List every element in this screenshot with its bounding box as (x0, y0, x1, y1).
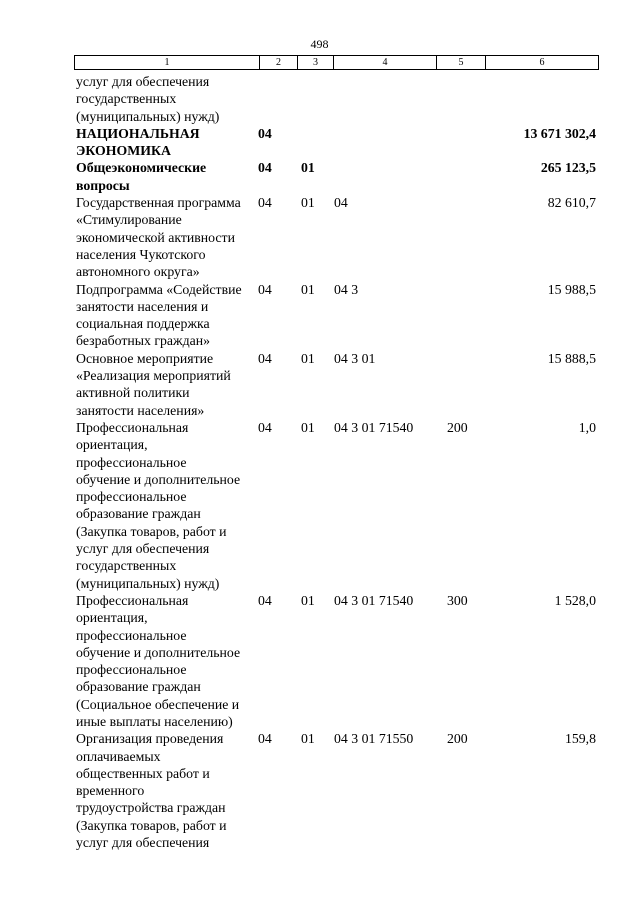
description-line: безработных граждан» (76, 333, 211, 349)
table-row (76, 419, 596, 592)
row-description (76, 730, 260, 851)
description-line: оплачиваемых (76, 748, 161, 764)
section-code: 04 (258, 195, 272, 211)
column-header-5: 5 (437, 56, 486, 70)
description-line: экономической активности (76, 229, 235, 245)
description-line: активной политики (76, 385, 190, 401)
description-line: профессиональное (76, 489, 187, 505)
description-line: услуг для обеспечения (76, 74, 210, 89)
table-row (76, 281, 596, 350)
description-line: вопросы (76, 177, 130, 193)
column-header-6: 6 (486, 56, 599, 70)
description-line: занятости населения и (76, 298, 209, 314)
subsection-code: 01 (301, 281, 315, 297)
target-article-code: 04 3 01 (334, 350, 376, 366)
description-line: образование граждан (76, 679, 201, 695)
amount: 13 671 302,4 (523, 125, 596, 141)
amount: 1 528,0 (554, 592, 596, 608)
column-header-3: 3 (298, 56, 334, 70)
table-row (76, 125, 596, 160)
description-line: иные выплаты населению) (76, 713, 233, 729)
table-row (76, 730, 596, 851)
description-line: трудоустройства граждан (76, 800, 226, 816)
section-code: 04 (258, 419, 272, 435)
amount: 159,8 (564, 731, 596, 747)
description-line: Подпрограмма «Содействие (76, 281, 242, 297)
row-description (76, 194, 260, 280)
description-line: образование граждан (76, 506, 201, 522)
description-line: услуг для обеспечения (76, 541, 210, 557)
amount: 15 988,5 (547, 281, 596, 297)
column-header-table (74, 55, 599, 70)
table-row (76, 194, 596, 280)
row-description (76, 281, 260, 350)
table-row (76, 350, 596, 419)
description-line: «Стимулирование (76, 212, 182, 228)
description-line: населения Чукотского (76, 246, 206, 262)
column-header-2: 2 (260, 56, 298, 70)
page-number: 498 (310, 37, 329, 51)
description-line: ориентация, (76, 610, 148, 626)
column-header-4: 4 (334, 56, 437, 70)
table-row (76, 159, 596, 194)
expense-type-code: 200 (447, 419, 468, 435)
description-line: общественных работ и (76, 765, 210, 781)
description-line: (Закупка товаров, работ и (76, 523, 227, 539)
description-line: Профессиональная (76, 592, 189, 608)
description-line: Основное мероприятие (76, 350, 214, 366)
description-line: НАЦИОНАЛЬНАЯ (76, 125, 200, 141)
row-description (76, 73, 260, 125)
description-line: обучение и дополнительное (76, 644, 241, 660)
section-code: 04 (258, 592, 272, 608)
target-article-code: 04 3 01 71540 (334, 592, 414, 608)
description-line: социальная поддержка (76, 316, 210, 332)
description-line: профессиональное (76, 454, 187, 470)
section-code: 04 (258, 281, 272, 297)
subsection-code: 01 (301, 731, 315, 747)
row-description (76, 350, 260, 419)
budget-table-body (76, 73, 596, 851)
description-line: автономного округа» (76, 264, 200, 280)
amount: 1,0 (578, 419, 596, 435)
description-line: Государственная программа (76, 195, 241, 211)
description-line: ЭКОНОМИКА (76, 143, 171, 159)
table-row (76, 73, 596, 125)
row-description (76, 592, 260, 730)
description-line: Организация проведения (76, 731, 224, 747)
subsection-code: 01 (301, 160, 315, 176)
subsection-code: 01 (301, 592, 315, 608)
row-description (76, 419, 260, 592)
description-line: государственных (76, 558, 177, 574)
target-article-code: 04 3 01 71540 (334, 419, 414, 435)
description-line: государственных (76, 91, 177, 107)
expense-type-code: 300 (447, 592, 468, 608)
table-row (76, 592, 596, 730)
section-code: 04 (258, 350, 272, 366)
amount: 15 888,5 (547, 350, 596, 366)
description-line: профессиональное (76, 627, 187, 643)
description-line: (муниципальных) нужд) (76, 575, 220, 591)
section-code: 04 (258, 160, 272, 176)
section-code: 04 (258, 125, 272, 141)
description-line: Профессиональная (76, 419, 189, 435)
target-article-code: 04 3 (334, 281, 359, 297)
description-line: временного (76, 783, 145, 799)
expense-type-code: 200 (447, 731, 468, 747)
row-description (76, 159, 260, 194)
description-line: (муниципальных) нужд) (76, 108, 220, 124)
description-line: (Закупка товаров, работ и (76, 817, 227, 833)
description-line: обучение и дополнительное (76, 471, 241, 487)
description-line: «Реализация мероприятий (76, 368, 231, 384)
description-line: Общеэкономические (76, 160, 207, 176)
subsection-code: 01 (301, 350, 315, 366)
amount: 265 123,5 (540, 160, 596, 176)
description-line: (Социальное обеспечение и (76, 696, 240, 712)
description-line: занятости населения» (76, 402, 205, 418)
subsection-code: 01 (301, 419, 315, 435)
description-line: профессиональное (76, 662, 187, 678)
section-code: 04 (258, 731, 272, 747)
target-article-code: 04 (334, 195, 348, 211)
amount: 82 610,7 (547, 195, 596, 211)
description-line: ориентация, (76, 437, 148, 453)
column-header-1: 1 (75, 56, 260, 70)
description-line: услуг для обеспечения (76, 835, 210, 851)
subsection-code: 01 (301, 195, 315, 211)
target-article-code: 04 3 01 71550 (334, 731, 414, 747)
row-description (76, 125, 260, 160)
